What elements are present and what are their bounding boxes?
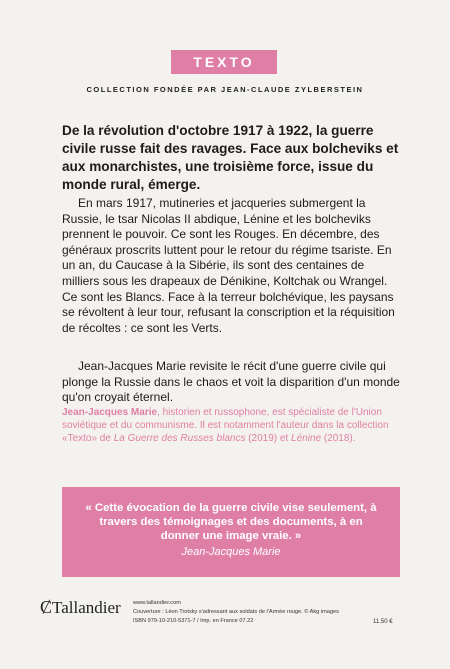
quote-author: Jean-Jacques Marie xyxy=(181,546,281,558)
body-paragraph-1: En mars 1917, mutineries et jacqueries submergent la Russie, le tsar Nicolas II abdique, Lénine et les bolcheviks prennent le pouvoir. Ce sont les Rouges. En décembre, des généraux proscrits luttent pour le retour du régime tsariste. En un an, du Caucase à la Sibérie, ils sont des centaines de milliers sous les drapeaux de Dénikine, Koltchak ou Wrangel. Ce sont les Blancs. Face à la terreur bolchévique, les paysans se révoltent à leur tour, refusant la conscription et la réquisition de récoltes : ce sont les Verts. xyxy=(62,196,395,335)
cover-credit: Couverture : Léon Trotsky s'adressant aux soldats de l'Armée rouge. © Akg images xyxy=(133,609,339,615)
t-monogram-icon: Ȼ xyxy=(40,597,53,617)
bio-author-name: Jean-Jacques Marie xyxy=(62,407,158,418)
credits-block xyxy=(133,599,363,626)
quote-box xyxy=(62,487,400,577)
bio-text-1: , historien et russophone, est spécialiste de l'Union soviétique et du communisme. Il est notamment l'auteur dans la collection «Texto» de xyxy=(62,407,389,444)
price: 11.50 € xyxy=(373,619,393,625)
website-url: www.tallandier.com xyxy=(133,600,181,606)
texto-badge: TEXTO xyxy=(171,50,277,74)
lead-paragraph: De la révolution d'octobre 1917 à 1922, la guerre civile russe fait des ravages. Face aux bolcheviks et aux monarchistes, une troisième force, issue du monde rural, émerge. xyxy=(62,123,399,192)
collection-line: COLLECTION FONDÉE PAR JEAN-CLAUDE ZYLBERSTEIN xyxy=(86,85,364,94)
publisher-logo xyxy=(40,597,121,618)
bio-title-1: La Guerre des Russes blancs xyxy=(113,433,246,444)
bio-title-2: Lénine xyxy=(291,433,322,444)
isbn-line: ISBN 979-10-210-5371-7 / Imp. en France 07.22 xyxy=(133,618,254,624)
bio-text-3: (2018). xyxy=(321,433,356,444)
quote-text: « Cette évocation de la guerre civile vise seulement, à travers des témoignages et des documents, à en donner une image vraie. » xyxy=(85,502,377,542)
bio-text-2: (2019) et xyxy=(245,433,292,444)
publisher-name: Tallandier xyxy=(52,598,121,617)
body-paragraph-2: Jean-Jacques Marie revisite le récit d'une guerre civile qui plonge la Russie dans le chaos et voit la disparition d'un monde qu'on croyait éternel. xyxy=(62,359,400,405)
author-bio xyxy=(62,406,400,445)
